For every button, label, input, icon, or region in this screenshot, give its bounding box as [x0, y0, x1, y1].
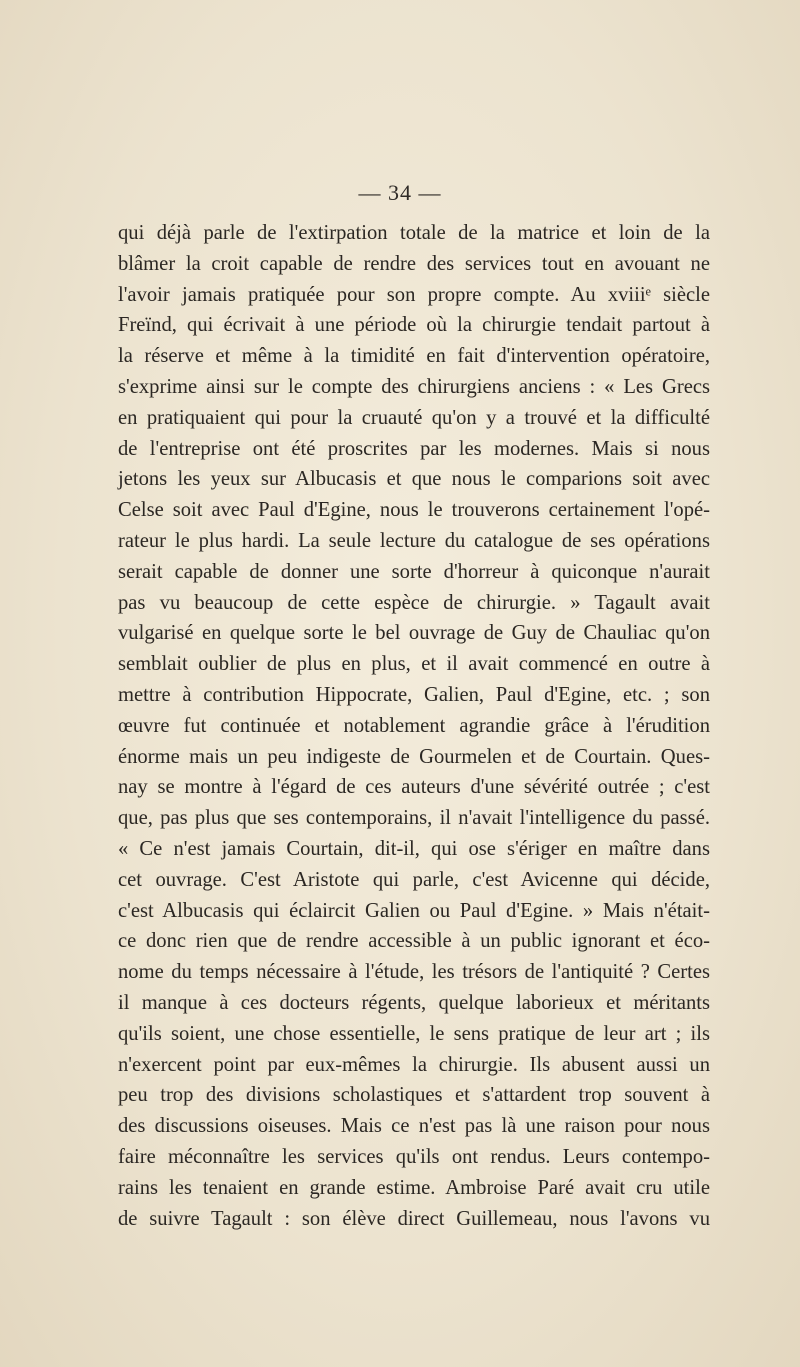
text-line: serait capable de donner une sorte d'horreur à quiconque n'aurait: [118, 560, 710, 583]
text-line: énorme mais un peu indigeste de Gourmelen et de Courtain. Ques-: [118, 745, 710, 768]
text-line: « Ce n'est jamais Courtain, dit-il, qui ose s'ériger en maître dans: [118, 837, 710, 860]
text-line: que, pas plus que ses contemporains, il n'avait l'intelligence du passé.: [118, 807, 710, 830]
text-line: pas vu beaucoup de cette espèce de chirurgie. » Tagault avait: [118, 591, 710, 614]
text-line: peu trop des divisions scholastiques et s'attardent trop souvent à: [118, 1084, 710, 1107]
text-line: c'est Albucasis qui éclaircit Galien ou Paul d'Egine. » Mais n'était-: [118, 899, 710, 922]
text-line: rateur le plus hardi. La seule lecture du catalogue de ses opérations: [118, 529, 710, 552]
text-line: cet ouvrage. C'est Aristote qui parle, c'est Avicenne qui décide,: [118, 868, 710, 891]
text-line: n'exercent point par eux-mêmes la chirurgie. Ils abusent aussi un: [118, 1053, 710, 1076]
text-line: en pratiquaient qui pour la cruauté qu'on y a trouvé et la difficulté: [118, 406, 710, 429]
text-line: de l'entreprise ont été proscrites par les modernes. Mais si nous: [118, 437, 710, 460]
text-line: l'avoir jamais pratiquée pour son propre compte. Au xviiiᵉ siècle: [118, 283, 710, 306]
text-line: la réserve et même à la timidité en fait d'intervention opératoire,: [118, 345, 710, 368]
text-line: de suivre Tagault : son élève direct Guillemeau, nous l'avons vu: [118, 1207, 710, 1230]
text-line: qu'ils soient, une chose essentielle, le sens pratique de leur art ; ils: [118, 1022, 710, 1045]
text-line: Celse soit avec Paul d'Egine, nous le trouverons certainement l'opé-: [118, 499, 710, 522]
text-line: ce donc rien que de rendre accessible à un public ignorant et éco-: [118, 930, 710, 953]
text-line: s'exprime ainsi sur le compte des chirurgiens anciens : « Les Grecs: [118, 375, 710, 398]
text-line: nome du temps nécessaire à l'étude, les trésors de l'antiquité ? Certes: [118, 961, 710, 984]
page-number: — 34 —: [358, 180, 442, 205]
text-line: mettre à contribution Hippocrate, Galien, Paul d'Egine, etc. ; son: [118, 683, 710, 706]
text-line: des discussions oiseuses. Mais ce n'est pas là une raison pour nous: [118, 1115, 710, 1138]
text-line: nay se montre à l'égard de ces auteurs d'une sévérité outrée ; c'est: [118, 776, 710, 799]
body-text: [118, 218, 710, 1234]
text-line: Freïnd, qui écrivait à une période où la chirurgie tendait partout à: [118, 314, 710, 337]
text-line: il manque à ces docteurs régents, quelque laborieux et méritants: [118, 991, 710, 1014]
text-line: qui déjà parle de l'extirpation totale de la matrice et loin de la: [118, 222, 710, 244]
text-line: vulgarisé en quelque sorte le bel ouvrage de Guy de Chauliac qu'on: [118, 622, 710, 645]
text-line: rains les tenaient en grande estime. Ambroise Paré avait cru utile: [118, 1176, 710, 1199]
text-line: semblait oublier de plus en plus, et il avait commencé en outre à: [118, 653, 710, 676]
text-line: faire méconnaître les services qu'ils ont rendus. Leurs contempo-: [118, 1145, 710, 1168]
text-line: blâmer la croit capable de rendre des services tout en avouant ne: [118, 252, 710, 275]
text-line: jetons les yeux sur Albucasis et que nous le comparions soit avec: [118, 468, 710, 491]
text-line: œuvre fut continuée et notablement agrandie grâce à l'érudition: [118, 714, 710, 737]
